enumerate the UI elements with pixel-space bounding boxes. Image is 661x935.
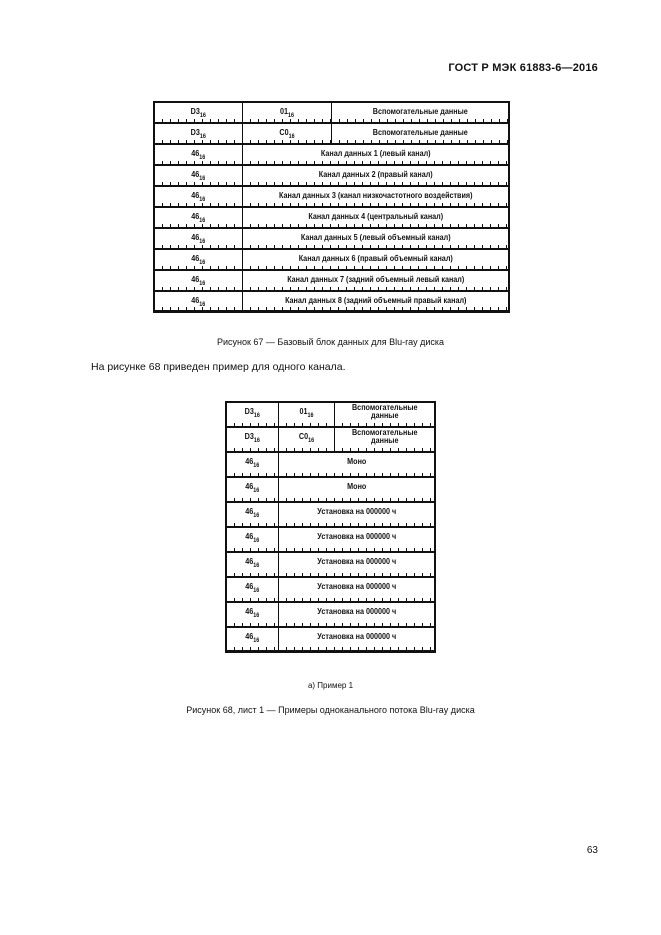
channel-text: Установка на 000000 ч — [316, 556, 396, 566]
label-cell — [154, 207, 242, 228]
channel-text: Канал данных 7 (задний объемный левый канал) — [286, 274, 464, 284]
description-cell — [331, 102, 509, 123]
channel-cell — [278, 577, 435, 602]
hex-subscript: 16 — [253, 637, 260, 644]
label-cell — [154, 102, 242, 123]
table-row — [154, 270, 509, 291]
channel-cell — [242, 144, 509, 165]
hex-subscript: 16 — [199, 154, 206, 161]
label-value — [159, 145, 237, 159]
channel-cell — [242, 186, 509, 207]
table-row — [226, 477, 435, 502]
hex-subscript: 16 — [253, 462, 260, 469]
hex-subscript: 16 — [253, 562, 260, 569]
label-value — [159, 124, 237, 138]
channel-text: Моно — [346, 456, 366, 466]
label-text: 46 — [245, 506, 254, 516]
label-text: D3 — [190, 127, 200, 137]
description-text: Вспомогательные данные — [351, 427, 418, 445]
channel-cell — [242, 228, 509, 249]
hex-subscript: 16 — [307, 437, 314, 444]
label-text: 46 — [245, 581, 254, 591]
hex-subscript: 16 — [288, 133, 295, 140]
channel-text: Канал данных 5 (левый объемный канал) — [300, 232, 451, 242]
table-row — [154, 102, 509, 123]
figure-68-example-table — [225, 401, 436, 653]
table-row — [226, 452, 435, 477]
label-value — [159, 187, 237, 201]
label-text: D3 — [190, 107, 200, 116]
hex-subscript: 16 — [253, 512, 260, 519]
label-cell — [226, 602, 278, 627]
table-row — [154, 165, 509, 186]
table-row — [154, 144, 509, 165]
label-cell — [154, 186, 242, 207]
label-text: 46 — [245, 606, 254, 616]
channel-cell — [242, 291, 509, 312]
channel-cell — [278, 477, 435, 502]
label-cell — [154, 144, 242, 165]
label-value — [230, 553, 275, 567]
hex-subscript: 16 — [199, 238, 206, 245]
label-value — [230, 453, 275, 467]
label-value — [230, 403, 275, 417]
value-label: C0 — [278, 127, 289, 137]
label-value — [230, 603, 275, 617]
channel-cell — [278, 602, 435, 627]
channel-text: Канал данных 6 (правый объемный канал) — [298, 253, 453, 263]
label-cell — [226, 477, 278, 502]
channel-cell — [278, 452, 435, 477]
channel-text: Установка на 000000 ч — [316, 506, 396, 516]
description-text: Вспомогательные данные — [372, 127, 468, 137]
value-text — [247, 124, 326, 138]
table-row — [226, 627, 435, 652]
label-value — [230, 478, 275, 492]
label-value — [230, 503, 275, 517]
channel-cell — [242, 249, 509, 270]
label-text: D3 — [244, 407, 254, 416]
label-value — [230, 628, 275, 642]
label-cell — [154, 291, 242, 312]
label-text: 46 — [191, 232, 200, 242]
value-text — [281, 403, 331, 417]
table-row — [226, 552, 435, 577]
label-text: 46 — [191, 211, 200, 221]
table-row — [154, 228, 509, 249]
channel-text: Канал данных 8 (задний объемный правый канал) — [284, 295, 466, 305]
hex-subscript: 16 — [199, 113, 206, 119]
body-paragraph: На рисунке 68 приведен пример для одного канала. — [91, 361, 346, 373]
description-cell — [334, 427, 435, 452]
table-row — [154, 123, 509, 144]
value-cell — [278, 402, 334, 427]
value-label: C0 — [298, 431, 308, 441]
table-row — [226, 602, 435, 627]
example-sublabel: а) Пример 1 — [307, 681, 354, 690]
label-value — [230, 428, 275, 442]
label-cell — [154, 270, 242, 291]
figure-67-caption: Рисунок 67 — Базовый блок данных для Blu-ray диска — [216, 337, 445, 347]
label-cell — [154, 228, 242, 249]
label-text: 46 — [191, 148, 200, 158]
figure-67-data-block-table — [153, 101, 510, 313]
channel-text: Установка на 000000 ч — [316, 531, 396, 541]
label-text: 46 — [191, 190, 200, 200]
label-value — [159, 292, 237, 306]
hex-subscript: 16 — [199, 175, 206, 182]
label-text: 46 — [191, 253, 200, 263]
hex-subscript: 16 — [253, 437, 260, 444]
hex-subscript: 16 — [199, 280, 206, 287]
label-text: 46 — [245, 556, 254, 566]
hex-subscript: 16 — [306, 413, 314, 419]
hex-subscript: 16 — [287, 113, 294, 119]
channel-text: Моно — [346, 481, 366, 491]
label-cell — [154, 249, 242, 270]
hex-subscript: 16 — [253, 587, 260, 594]
label-text: 46 — [245, 631, 254, 641]
channel-cell — [242, 165, 509, 186]
channel-text: Установка на 000000 ч — [316, 606, 396, 616]
label-value — [230, 578, 275, 592]
figure-68-caption: Рисунок 68, лист 1 — Примеры одноканального потока Blu-ray диска — [186, 705, 475, 715]
channel-text: Канал данных 4 (центральный канал) — [307, 211, 443, 221]
label-text: 46 — [245, 456, 254, 466]
table-row — [226, 427, 435, 452]
hex-subscript: 16 — [199, 196, 206, 203]
label-cell — [226, 452, 278, 477]
channel-text: Канал данных 2 (правый канал) — [318, 169, 433, 179]
label-text: 46 — [191, 274, 200, 284]
label-cell — [226, 577, 278, 602]
channel-cell — [278, 552, 435, 577]
document-code: ГОСТ Р МЭК 61883-6—2016 — [448, 62, 598, 74]
label-text: 46 — [191, 295, 200, 305]
table-row — [226, 577, 435, 602]
value-label: 01 — [279, 107, 288, 116]
channel-cell — [278, 502, 435, 527]
label-value — [159, 103, 237, 117]
label-value — [230, 528, 275, 542]
description-cell — [334, 402, 435, 427]
label-cell — [226, 552, 278, 577]
value-text — [247, 103, 326, 117]
label-cell — [154, 123, 242, 144]
value-cell — [242, 123, 331, 144]
label-cell — [226, 402, 278, 427]
label-value — [159, 208, 237, 222]
hex-subscript: 16 — [199, 259, 206, 266]
label-value — [159, 229, 237, 243]
label-value — [159, 166, 237, 180]
hex-subscript: 16 — [253, 537, 260, 544]
label-cell — [226, 527, 278, 552]
description-cell — [331, 123, 509, 144]
channel-cell — [242, 270, 509, 291]
table-row — [226, 502, 435, 527]
label-cell — [226, 427, 278, 452]
channel-cell — [242, 207, 509, 228]
page-number: 63 — [586, 845, 598, 856]
hex-subscript: 16 — [199, 133, 206, 140]
value-text — [281, 428, 331, 442]
table-row — [154, 207, 509, 228]
label-text: 46 — [245, 531, 254, 541]
channel-cell — [278, 527, 435, 552]
hex-subscript: 16 — [199, 301, 206, 308]
table-row — [226, 402, 435, 427]
value-cell — [242, 102, 331, 123]
label-text: 46 — [245, 481, 254, 491]
channel-text: Установка на 000000 ч — [316, 581, 396, 591]
label-cell — [226, 502, 278, 527]
channel-cell — [278, 627, 435, 652]
table-row — [154, 249, 509, 270]
label-text: 46 — [191, 169, 200, 179]
channel-text: Канал данных 3 (канал низкочастотного воздействия) — [278, 190, 472, 200]
hex-subscript: 16 — [253, 612, 260, 619]
label-text: D3 — [244, 431, 254, 441]
channel-text: Установка на 000000 ч — [316, 631, 396, 641]
table-row — [226, 527, 435, 552]
label-value — [159, 271, 237, 285]
hex-subscript: 16 — [253, 413, 260, 419]
table-row — [154, 186, 509, 207]
label-cell — [226, 627, 278, 652]
description-text: Вспомогательные данные — [351, 403, 418, 420]
value-label: 01 — [298, 407, 307, 416]
value-cell — [278, 427, 334, 452]
hex-subscript: 16 — [199, 217, 206, 224]
hex-subscript: 16 — [253, 487, 260, 494]
label-cell — [154, 165, 242, 186]
label-value — [159, 250, 237, 264]
description-text: Вспомогательные данные — [372, 107, 468, 116]
channel-text: Канал данных 1 (левый канал) — [320, 148, 431, 158]
table-row — [154, 291, 509, 312]
